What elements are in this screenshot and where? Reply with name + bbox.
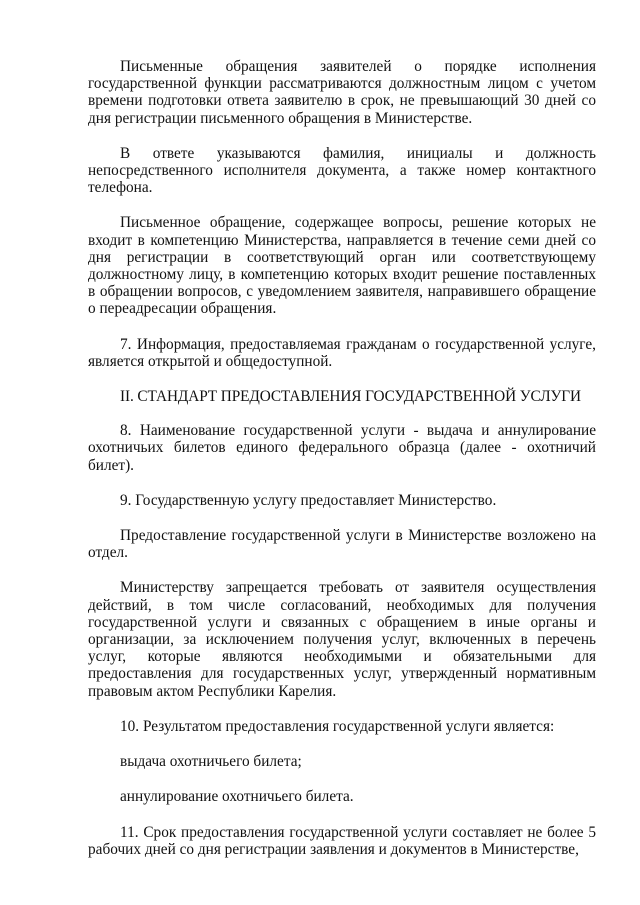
paragraph-item-11-deadline: 11. Срок предоставления государственной услуги составляет не более 5 рабочих дней со дня регистрации заявления и документов в Министерстве,: [88, 823, 596, 858]
paragraph-response-contents: В ответе указываются фамилия, инициалы и должность непосредственного исполнителя документа, а также номер контактного телефона.: [88, 144, 596, 197]
paragraph-item-8-service-name: 8. Наименование государственной услуги - выдача и аннулирование охотничьих билетов единого федерального образца (далее - охотничий билет).: [88, 422, 596, 474]
document-page: [88, 58, 596, 876]
paragraph-written-appeals-deadline: Письменные обращения заявителей о порядке исполнения государственной функции рассматриваются должностным лицом с учетом времени подготовки ответа заявителю в срок, не превышающий 30 дней со дня регистрации письменного обращения в Министерстве.: [88, 58, 596, 127]
section-heading-service-standard: II. СТАНДАРТ ПРЕДОСТАВЛЕНИЯ ГОСУДАРСТВЕННОЙ УСЛУГИ: [120, 388, 581, 406]
paragraph-item-9-provider: 9. Государственную услугу предоставляет Министерство.: [120, 491, 497, 509]
paragraph-appeal-redirection: Письменное обращение, содержащее вопросы, решение которых не входит в компетенцию Министерства, направляется в течение семи дней со дня регистрации в соответствующий орган или соответствующему должностному лицу, в компетенцию которых входит решение поставленных в обращении вопросов, с уведомлением заявителя, направившего обращение о переадресации обращения.: [88, 214, 596, 318]
list-item-issue-ticket: выдача охотничьего билета;: [120, 753, 302, 771]
paragraph-department-assignment: Предоставление государственной услуги в Министерстве возложено на отдел.: [88, 527, 596, 562]
list-item-cancel-ticket: аннулирование охотничьего билета.: [120, 788, 354, 806]
paragraph-item-7-information: 7. Информация, предоставляемая гражданам о государственной услуге, является открытой и общедоступной.: [88, 335, 596, 370]
paragraph-item-10-result: 10. Результатом предоставления государственной услуги является:: [120, 717, 555, 735]
paragraph-ministry-prohibitions: Министерству запрещается требовать от заявителя осуществления действий, в том числе согласований, необходимых для получения государственной услуги и связанных с обращением в иные органы и организации, за исключением получения услуг, включенных в перечень услуг, которые являются необходимыми и обязательными для предоставления для государственных услуг, утвержденный нормативным правовым актом Республики Карелия.: [88, 579, 596, 700]
